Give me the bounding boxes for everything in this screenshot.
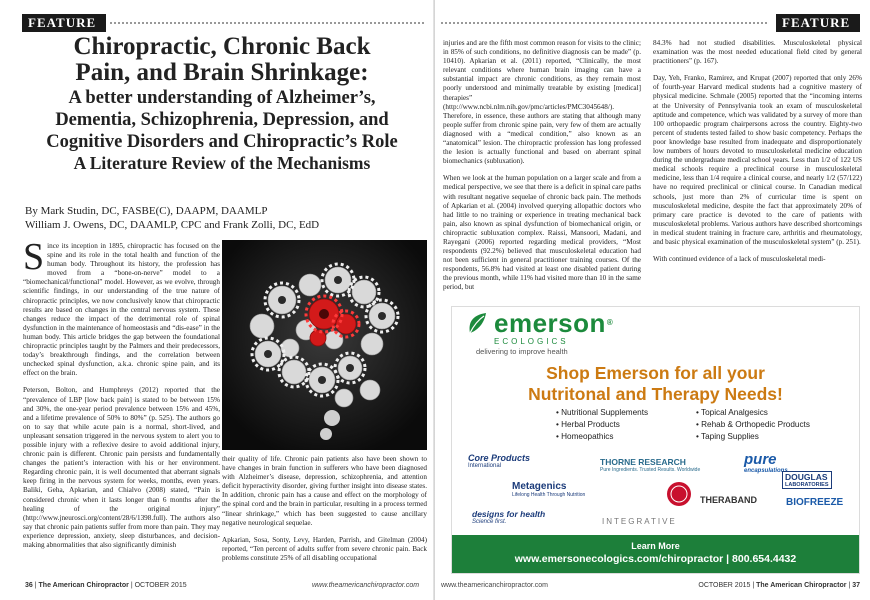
brand-subtitle: encapsulations xyxy=(744,468,788,474)
list-item: • Homeopathics xyxy=(556,432,614,441)
magazine-name: The American Chiropractor xyxy=(756,582,847,589)
brain-gears-illustration xyxy=(222,240,427,450)
brand-name: designs for health xyxy=(472,509,546,519)
headline-line: Nutritonal and Therapy Needs! xyxy=(528,384,783,404)
byline: By Mark Studin, DC, FASBE(C), DAAPM, DAAMLP xyxy=(25,205,268,217)
brand-core-products xyxy=(468,453,530,469)
paragraph: their quality of life. Chronic pain patients also have been shown to have changes in brain function in sufferers who have been diagnosed with Alzheimer’s disease, depression, schizophrenia, and attention deficit hyperactivity disorder, giving further insight into disease states. In addition, chronic pain has a cause and effect on the morphology of the spinal cord and the brain in particular, resulting in a process termed “linear shrinkage,” which has been suggested to cause ancillary negative neurological sequelae. xyxy=(222,455,427,527)
byline: William J. Owens, DC, DAAMLP, CPC and Frank Zolli, DC, EdD xyxy=(25,219,320,231)
footer-url[interactable]: www.theamericanchiropractor.com xyxy=(312,582,420,589)
paragraph: Peterson, Bolton, and Humphreys (2012) reported that the “prevalence of LBP [low back pain] is stated to be between 15% and 30%, the one-year period prevalence between 15% and 45%, and a lifetime prevalence of 50% to 80%” (p. 525). The authors go on to say that while acute pain is a normal, short-lived, and unpleasant sensation triggered in the nervous system to alert you to possible injury with a reflexive desire to avoid additional injury, chronic pain is different. Chronic pain persists and fundamentally changes the patient’s interaction with his or her environment. Regarding chronic pain, it is well documented that aberrant signals keep firing in the nervous system for weeks, months, even years. Baliki, Geha, Apkarian, and Chialvo (2008) stated, “Pain is considered chronic when it lasts longer than 6 months after the healing of the original injury” (http://www.jneurosci.org/content/28/6/1398.full). The authors also say that chronic pain patients suffer from more than pain. They may experience depression, anxiety, sleep disturbances, and decision-making abnormalities that also significantly diminish xyxy=(23,386,220,549)
learn-more-label: Learn More xyxy=(631,541,680,551)
list-item: • Taping Supplies xyxy=(696,432,759,441)
headline-line: Shop Emerson for all your xyxy=(546,363,765,383)
brand-integrative: INTEGRATIVE xyxy=(602,517,677,526)
ad-footer-banner[interactable] xyxy=(452,535,859,573)
brand-subtitle: LABORATORIES xyxy=(785,482,829,488)
brand-thorne xyxy=(600,457,700,473)
brand-name: Core Products xyxy=(468,453,531,463)
issue-date: OCTOBER 2015 xyxy=(134,582,187,589)
brand-designs-for-health xyxy=(472,509,545,525)
logo-tagline: delivering to improve health xyxy=(476,347,568,356)
page-number: 36 xyxy=(25,582,33,589)
feature-tag: FEATURE xyxy=(776,14,860,32)
title-line: Chiropractic, Chronic Back xyxy=(73,33,371,60)
paragraph: Day, Yeh, Franko, Ramirez, and Krupat (2007) reported that only 26% of fourth-year Harvard medical students had a cognitive mastery of physical medicine. Schmale (2005) reported that the “incoming interns at the University of Pennsylvania took an exam of musculoskeletal aptitude and competence, which was validated by a survey of more than 100 orthopaedic program chairpersons across the country. Eighty-two percent of students tested failed to show basic competency. Perhaps the poor knowledge base resulted from inadequate and disproportionately low numbers of hours devoted to musculoskeletal medicine education during the undergraduate medical school years. Less than 1/2 of 122 US medical schools require a preclinical course in musculoskeletal medicine, less than 1/4 require a clinical course, and nearly 1/2 (57/122) have no required preclinical or clinical course. In Canadian medical schools, just more than 2% of curricular time is spent on musculoskeletal medicine, despite the fact that approximately 20% of primary care practice is devoted to the care of patients with musculoskeletal problems. Various authors have described shortcomings in medical student training in fracture care, arthritis and rheumatology, and basic physical examination of the musculoskeletal system” (p. 251). xyxy=(653,74,862,246)
article-title xyxy=(22,34,422,173)
right-page xyxy=(435,0,870,600)
brand-metagenics xyxy=(512,481,585,498)
footer-url[interactable]: www.theamericanchiropractor.com xyxy=(441,582,548,589)
brain-gears-icon xyxy=(222,240,427,450)
emerson-advertisement[interactable] xyxy=(451,306,860,574)
paragraph: ince its inception in 1895, chiropractic has focused on the spine and its role in the total health and function of the human body. Throughout its history, the profession has moved from a “bone-on-nerve” model to a “biomechanical/functional” model. However, as we evolve, through scientific findings, in our understanding of the true nature of chiropractic principles, we now conclusively know that chiropractic results are based on changes in the central nervous system. These changes reduce the impact of the detrimental role of spinal dysfunction in the maintenance of homeostasis and “dis-ease” in the human body. This article bridges the gap between the foundational chiropractic principles taught by the Palmers and their predecessors, today’s breakthrough findings, and the correlation between unchecked spinal dysfunction, a.k.a. chronic spine pain, and its effect on the brain. xyxy=(23,242,220,378)
dotted-rule xyxy=(441,22,767,24)
article-column-2 xyxy=(222,455,427,573)
title-line: Pain, and Brain Shrinkage: xyxy=(75,59,369,86)
list-item: • Herbal Products xyxy=(556,420,620,429)
brand-subtitle: International xyxy=(468,463,502,469)
ad-header xyxy=(452,307,859,359)
ad-headline xyxy=(452,363,859,405)
subtitle-line: A better understanding of Alzheimer’s, xyxy=(68,88,376,108)
dotted-rule xyxy=(110,22,424,24)
feature-tag: FEATURE xyxy=(22,14,106,32)
brand-name: Metagenics xyxy=(512,481,567,492)
logo-registered-mark: ® xyxy=(606,318,614,327)
drop-cap: S xyxy=(23,242,45,278)
brand-cramer-badge xyxy=(666,481,692,509)
page-footer: OCTOBER 2015 | The American Chiropractor | 37 xyxy=(698,582,860,589)
logo-subtitle: ECOLOGICS xyxy=(494,337,569,346)
brand-name: pure xyxy=(744,451,777,468)
brand-name: DOUGLAS xyxy=(785,472,828,482)
issue-date: OCTOBER 2015 xyxy=(698,582,751,589)
brand-subtitle: Pure Ingredients. Trusted Results. Worldwide xyxy=(600,467,701,473)
subtitle-line: Dementia, Schizophrenia, Depression, and xyxy=(55,110,389,130)
brand-subtitle: Lifelong Health Through Nutrition xyxy=(512,492,586,498)
brand-subtitle: Science first. xyxy=(472,519,507,525)
brand-name: THORNE RESEARCH xyxy=(600,457,686,467)
article-column-3 xyxy=(443,39,641,301)
product-list xyxy=(696,407,836,443)
article-column-1 xyxy=(23,242,220,572)
product-list xyxy=(556,407,696,443)
article-column-4 xyxy=(653,39,862,301)
paragraph: With continued evidence of a lack of musculoskeletal medi- xyxy=(653,255,826,264)
paragraph: 84.3% had not studied disabilities. Musculoskeletal physical examination was the most needed educational field cited by general practitioners” (p. 167). xyxy=(653,39,862,66)
logo-word: emerson xyxy=(494,308,606,338)
magazine-name: The American Chiropractor xyxy=(38,582,129,589)
brand-theraband: THERABAND xyxy=(700,495,757,505)
brand-biofreeze: BIOFREEZE xyxy=(786,497,844,508)
list-item: • Rehab & Orthopedic Products xyxy=(696,420,810,429)
cramer-badge-icon xyxy=(666,481,692,507)
list-item: • Nutritional Supplements xyxy=(556,408,649,417)
page-number: 37 xyxy=(852,582,860,589)
subtitle-line: Cognitive Disorders and Chiropractic’s Role xyxy=(46,132,398,152)
paragraph: Apkarian, Sosa, Sonty, Levy, Harden, Parrish, and Gitelman (2004) reported, “Ten percent of adults suffer from severe chronic pain. Back problems constitute 25% of all disabling occupational xyxy=(222,535,427,562)
paragraph: injuries and are the fifth most common reason for visits to the clinic; in 85% of such conditions, no definitive diagnosis can be made” (p. 10410). Apkarian et al. (2011) reported, “Clinically, the most relevant conditions where human brain imaging can have a substantial impact are chronic conditions, as they remain most poorly understood and minimally treatable by existing [medical] therapies” (http://www.ncbi.nlm.nih.gov/pmc/articles/PMC3045648/). Therefore, in essence, these authors are stating that although many people suffer from chronic spine pain, very few of them are actually diagnosed with a “medical condition,” also known as an “anatomical” lesion. The chiropractic profession has long professed the lesion is actually functional and based on aberrant spinal biomechanics (subluxation). xyxy=(443,39,641,166)
list-item: • Topical Analgesics xyxy=(696,408,768,417)
emerson-logo xyxy=(466,309,613,357)
brand-douglas xyxy=(782,471,832,489)
paragraph: When we look at the human population on a larger scale and from a medical perspective, we see that there is a deficit in spinal care paths with resultant negative sequelae of chronic back pain. The methods of Apkarian et al. (2004) involved querying allopathic doctors who had little to no training or experience in treating mechanical back pain, also known as spinal dysfunction of biomechanical origin, or chiropractic subluxation complex. Raissi, Mansoori, Madani, and Rayegani (2006) reported regarding medical providers, “Most respondents (92.2%) believed that musculoskeletal education had not been sufficient in general practitioner training courses. Of the respondents, 56.8% had visited at least one disabled patient during the previous month, while 11% had visited more than 10 in the same period, but xyxy=(443,174,641,292)
subtitle-line: A Literature Review of the Mechanisms xyxy=(73,153,371,173)
brand-logos xyxy=(452,453,859,533)
page-footer: 36 | The American Chiropractor | OCTOBER 2015 xyxy=(25,582,187,589)
ad-contact-link[interactable]: www.emersonecologics.com/chiropractor | 800.654.4432 xyxy=(514,553,797,565)
